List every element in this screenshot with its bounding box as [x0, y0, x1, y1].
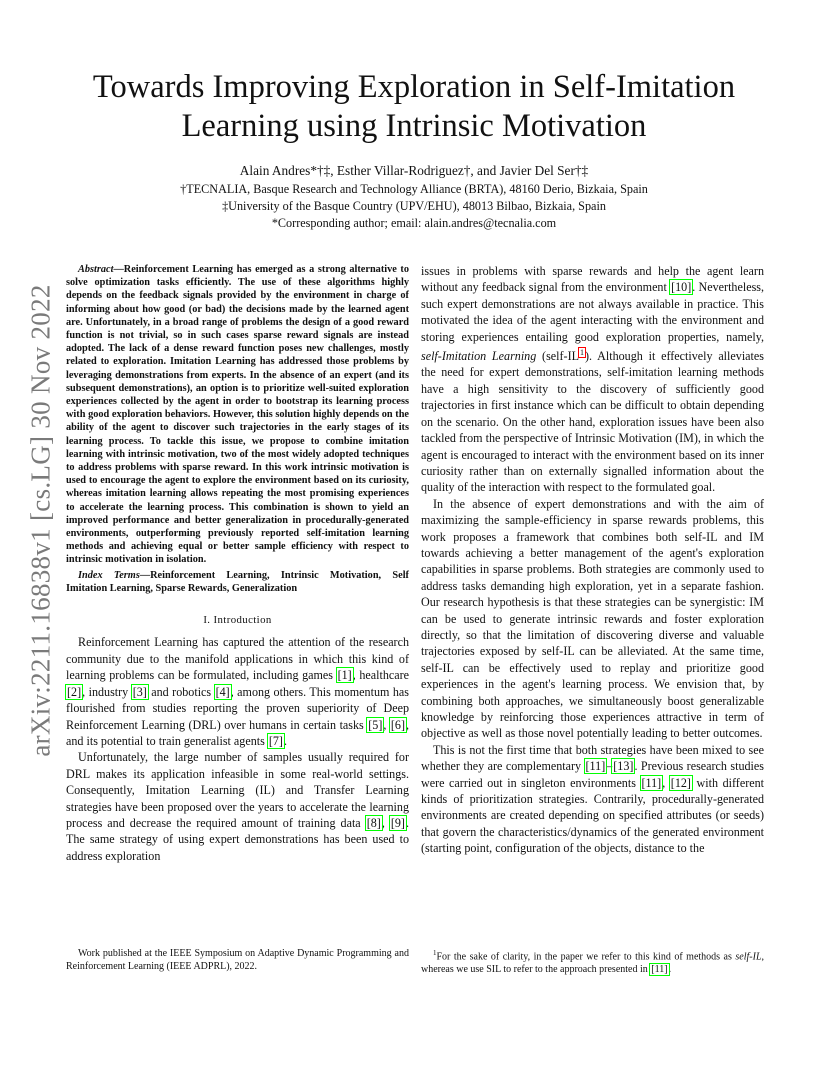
author-list: Alain Andres*†‡, Esther Villar-Rodriguez†, and Javier Del Ser†‡	[239, 163, 589, 178]
affiliation-tecnalia: †TECNALIA, Basque Research and Technology Alliance (BRTA), 48160 Derio, Bizkaia, Spain	[180, 182, 648, 196]
footnote-link[interactable]: 1	[579, 348, 584, 358]
paper-title: Towards Improving Exploration in Self-Imitation Learning using Intrinsic Motivation	[92, 69, 736, 144]
intro-paragraph-5	[421, 742, 764, 857]
citation-link[interactable]: [11]	[641, 775, 662, 790]
text-run: , healthcare	[352, 668, 409, 683]
citation-link[interactable]: [11]	[585, 759, 606, 774]
left-column	[66, 263, 409, 864]
citation-link[interactable]: [4]	[215, 684, 230, 699]
citation-link[interactable]: [8]	[366, 815, 381, 830]
citation-link[interactable]: [10]	[671, 280, 692, 295]
text-run: –	[606, 759, 613, 774]
text-run: Reinforcement Learning has captured the attention of the research community due to the manifold applications in which this kind of learning problems can be formulated, including games	[66, 635, 409, 683]
citation-link[interactable]: [7]	[268, 733, 283, 748]
index-terms-label: Index Terms	[78, 569, 140, 581]
citation-link[interactable]: [9]	[390, 815, 405, 830]
arxiv-id: arXiv:2211.16838v1 [cs.LG] 30 Nov 2022	[25, 283, 56, 757]
text-run: ). Although it effectively alleviates the need for expert demonstrations, self-imitation learning methods have a high sensitivity to the discovery of sufficiently good trajectories in first instance which can be difficult to obtain depending on the scenario. On the other hand, exploration issues have been also tackled from the perspective of Intrinsic Motivation (IM), in which the agent is encouraged to interact with the environment based on its inner curiosity rather than on externally signalled information about the quality of the interaction with respect to the formulated goal.	[421, 349, 764, 495]
publication-note: Work published at the IEEE Symposium on Adaptive Dynamic Programming and Reinforcement Learning (IEEE ADPRL), 2022.	[66, 948, 409, 972]
text-run: . The same strategy of using expert demonstrations has been used to address exploration	[66, 815, 409, 863]
intro-paragraph-2	[66, 749, 409, 864]
intro-paragraph-3	[421, 263, 764, 496]
citation-link[interactable]: [11]	[651, 964, 668, 976]
text-run: Unfortunately, the large number of samples usually required for DRL makes its application infeasible in some real-world settings. Consequently, Imitation Learning (IL) and Transfer Learning strategies have been proposed over the years to accelerate the learning process and decrease the required amount of training data	[66, 750, 409, 830]
text-run: (self-IL	[536, 349, 579, 364]
text-run: and robotics	[147, 684, 215, 699]
citation-link[interactable]: [13]	[613, 759, 634, 774]
citation-link[interactable]: [1]	[337, 668, 352, 683]
citation-link[interactable]: [3]	[132, 684, 147, 699]
intro-paragraph-1	[66, 634, 409, 749]
text-run: , industry	[82, 684, 132, 699]
section-heading-introduction: I. Introduction	[203, 614, 272, 627]
index-terms-text: —Reinforcement Learning, Intrinsic Motivation, Self Imitation Learning, Sparse Rewards, Generalization	[66, 569, 409, 594]
index-terms	[66, 569, 409, 595]
footnote-mark: 1	[433, 949, 437, 957]
text-run: , and its potential to train generalist agents	[66, 717, 410, 748]
text-run: .	[283, 733, 287, 748]
intro-paragraph-4: In the absence of expert demonstrations and with the aim of maximizing the sample-efficiency in sparse rewards problems, this work proposes a framework that combines both self-IL and IM towards achieving a better management of the agent's exploration capabilities in sparse problems. Both strategies are commonly used to address tasks demanding high exploration, yet in a separate fashion. Our research hypothesis is that these strategies can be synergistic: IM can be used to generate intrinsic rewards and foster exploration directly, so that the limitation of discovering diverse and valuable trajectories exposed by self-IL can be alleviated. At the same time, self-IL can be effectively used to replay and prioritize good experiences in the agent's learning process. We envision that, by combining both approaches, we simultaneously boost generalizable knowledge by reinforcing those experiences attractive in term of objective as well as those novel potentially leading to better outcomes.	[421, 496, 764, 741]
footnote-1	[421, 947, 764, 976]
citation-link[interactable]: [6]	[390, 717, 405, 732]
citation-link[interactable]: [12]	[670, 775, 691, 790]
text-run: , whereas we use SIL to refer to the approach presented in	[421, 951, 764, 976]
text-run: ,	[381, 815, 390, 830]
text-run: ,	[383, 717, 390, 732]
abstract-text: —Reinforcement Learning has emerged as a strong alternative to solve optimization tasks efficiently. The use of these algorithms highly depends on the feedback signals provided by the environment in charge of informing about how good (or bad) the decisions made by the learned agent are. Unfortunately, in a broad range of problems the design of a good reward function is not trivial, so in such cases sparse reward signals are instead adopted. The lack of a dense reward function poses new challenges, mostly related to exploration. Imitation Learning has addressed those problems by leveraging demonstrations from experts. In the absence of an expert (and its subsequent demonstrations), an option is to prioritize well-suited exploration experiences collected by the agent in order to bootstrap its learning process with good exploration behaviors. However, this solution highly depends on the ability of the agent to discover such trajectories in the early stages of its learning process. To tackle this issue, we propose to combine imitation learning with intrinsic motivation, two of the most widely adopted techniques to address problems with sparse reward. In this work intrinsic motivation is used to encourage the agent to explore the environment based on its curiosity, whereas imitation learning allows repeating the most promising experiences to accelerate the learning process. This combination is shown to yield an improved performance and better generalization in procedurally-generated environments, outperforming previously reported self-imitation learning methods and achieving equal or better sample efficiency with respect to intrinsic motivation in isolation.	[66, 264, 409, 566]
abstract	[66, 263, 409, 567]
citation-link[interactable]: [2]	[67, 684, 82, 699]
text-run: with different kinds of prioritization strategies. Contrarily, procedurally-generated environments are created depending on specified attributes (or seeds) that govern the characteristics/dynamics of the generated environment (starting point, configuration of the objects, distance to the	[421, 775, 764, 856]
text-run: . Previous research studies were carried out in singleton environments	[421, 759, 764, 790]
text-run: For the sake of clarity, in the paper we refer to this kind of methods as	[436, 951, 736, 963]
arxiv-stamp	[23, 282, 59, 758]
italic-term: self-IL	[735, 951, 762, 963]
text-run: , among others. This momentum has flourished from studies reporting the proven superiority of Deep Reinforcement Learning (DRL) over humans in certain tasks	[66, 684, 409, 732]
text-run: .	[668, 964, 672, 976]
text-run: issues in problems with sparse rewards and help the agent learn without any feedback signal from the environment	[421, 264, 764, 295]
text-run: ,	[662, 775, 670, 790]
text-run: . Nevertheless, such expert demonstrations are not always available in practice. This motivated the idea of the agent interacting with the environment and storing experiences entailing good exploration properties, namely,	[421, 280, 765, 344]
corresponding-author: *Corresponding author; email: alain.andres@tecnalia.com	[271, 216, 557, 230]
text-run: This is not the first time that both strategies have been mixed to see whether they are complementary	[421, 742, 764, 774]
citation-link[interactable]: [5]	[368, 717, 383, 732]
affiliation-upv: ‡University of the Basque Country (UPV/EHU), 48013 Bilbao, Bizkaia, Spain	[222, 199, 606, 213]
italic-term: self-Imitation Learning	[421, 349, 537, 364]
abstract-label: Abstract	[78, 264, 114, 275]
right-column	[421, 263, 764, 857]
